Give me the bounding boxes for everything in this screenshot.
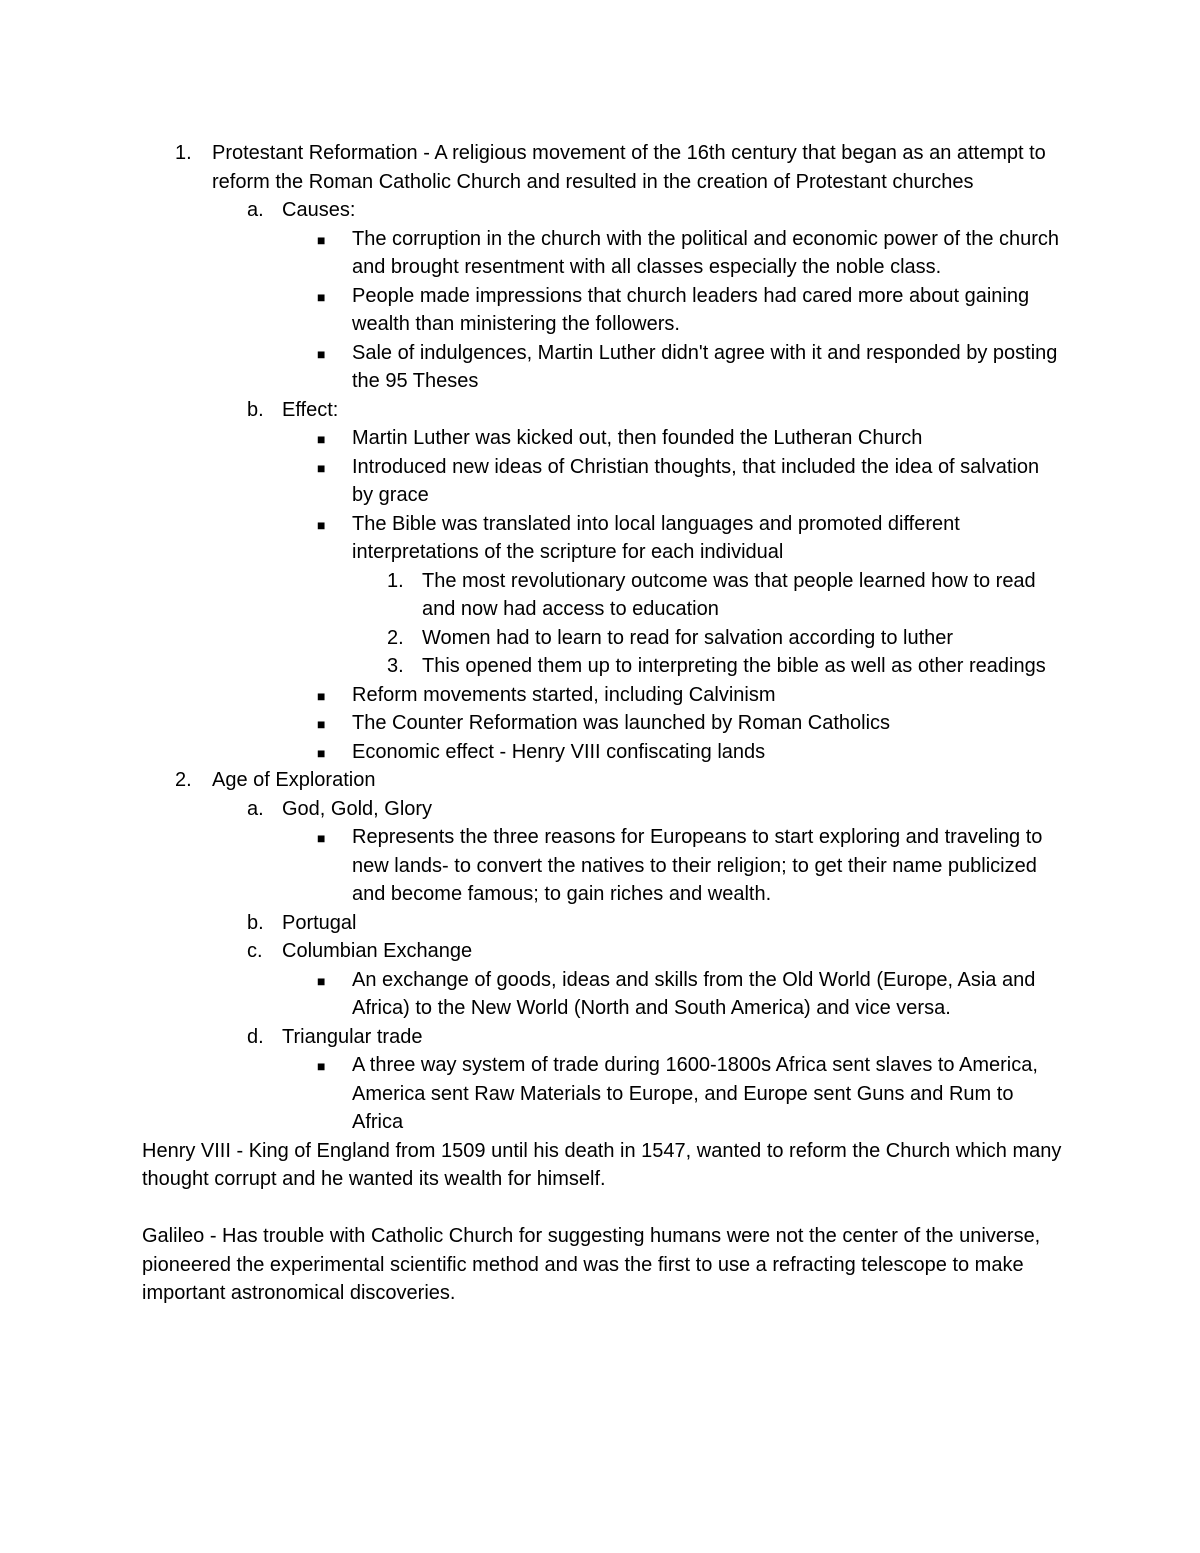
- bullet-marker: ■: [317, 431, 326, 447]
- bullet-marker: ■: [317, 687, 326, 704]
- list-item-text: Columbian Exchange: [282, 940, 473, 962]
- list-item-level-1: [142, 766, 1062, 795]
- list-item-level-3: [142, 339, 1062, 396]
- list-item-row: [142, 652, 1062, 681]
- list-item-row: [142, 738, 1062, 767]
- list-item-level-2: [142, 196, 1062, 225]
- list-item-text: God, Gold, Glory: [282, 797, 433, 820]
- list-marker: b.: [247, 398, 264, 421]
- list-item-level-4: [142, 652, 1062, 681]
- list-item-row: [142, 567, 1062, 624]
- paragraph-henry: Henry VIII - King of England from 1509 until his death in 1547, wanted to reform the Church which many thought corrupt and he wanted its wealth for himself.: [142, 1139, 1062, 1190]
- list-item-level-3: [142, 1051, 1062, 1137]
- list-item-row: [142, 937, 1062, 966]
- list-item-level-3: [142, 966, 1062, 1023]
- list-item-row: [142, 795, 1062, 824]
- list-item-level-1: [142, 139, 1062, 196]
- list-item-text: Women had to learn to read for salvation according to luther: [422, 626, 954, 649]
- list-item-row: [142, 966, 1062, 1023]
- list-item-level-3: [142, 681, 1062, 710]
- list-item-text: Causes:: [282, 199, 356, 221]
- list-item-text: An exchange of goods, ideas and skills from the Old World (Europe, Asia and Africa) to the New World (North and South America) and vice versa.: [352, 968, 1036, 1019]
- list-item-row: [142, 1023, 1062, 1052]
- list-item-text: Martin Luther was kicked out, then founded the Lutheran Church: [352, 427, 923, 449]
- list-item-row: [142, 823, 1062, 909]
- list-item-text: Economic effect - Henry VIII confiscating lands: [352, 740, 766, 763]
- paragraph-galileo: Galileo - Has trouble with Catholic Church for suggesting humans were not the center of the universe, pioneered the experimental scientific method and was the first to use a refracting telescope to make important astronomical discoveries.: [142, 1225, 1041, 1304]
- list-item-level-3: [142, 453, 1062, 510]
- list-item-level-3: [142, 225, 1062, 282]
- bullet-marker: ■: [317, 830, 326, 846]
- bullet-marker: ■: [317, 288, 326, 305]
- list-item-text: The most revolutionary outcome was that people learned how to read and now had access to education: [422, 569, 1036, 620]
- list-item-text: Represents the three reasons for Europeans to start exploring and traveling to new lands- to convert the natives to their religion; to get their name publicized and become famous; to gain riches and wealth.: [352, 826, 1043, 905]
- list-marker: b.: [247, 911, 264, 934]
- bullet-marker: ■: [317, 972, 326, 989]
- document-content: [142, 139, 1062, 1308]
- list-item-text: Age of Exploration: [212, 769, 376, 791]
- list-item-level-4: [142, 624, 1062, 653]
- list-item-row: [142, 396, 1062, 425]
- list-item-text: Reform movements started, including Calvinism: [352, 683, 776, 706]
- list-marker: c.: [247, 940, 263, 962]
- paragraph-gap: [142, 1194, 1062, 1223]
- list-item-row: [142, 225, 1062, 282]
- list-item-level-2: [142, 909, 1062, 938]
- bullet-marker: ■: [317, 744, 326, 761]
- list-item-text: Portugal: [282, 911, 357, 934]
- bullet-marker: ■: [317, 716, 326, 732]
- list-marker: 2.: [387, 626, 404, 649]
- list-item-row: [142, 510, 1062, 567]
- list-item-level-4: [142, 567, 1062, 624]
- bullet-marker: ■: [317, 459, 326, 476]
- list-item-row: [142, 624, 1062, 653]
- list-item-text: The corruption in the church with the political and economic power of the church and brought resentment with all classes especially the noble class.: [352, 227, 1060, 278]
- list-marker: a.: [247, 199, 264, 221]
- list-marker: 3.: [387, 655, 404, 677]
- list-item-row: [142, 196, 1062, 225]
- list-item-level-2: [142, 937, 1062, 966]
- list-item-row: [142, 709, 1062, 738]
- list-item-text: Protestant Reformation - A religious movement of the 16th century that began as an attempt to reform the Roman Catholic Church and resulted in the creation of Protestant churches: [212, 142, 1046, 193]
- list-item-level-3: [142, 738, 1062, 767]
- list-marker: 2.: [175, 769, 192, 791]
- bullet-marker: ■: [317, 231, 326, 248]
- list-item-level-3: [142, 424, 1062, 453]
- list-item-text: A three way system of trade during 1600-1800s Africa sent slaves to America, America sent Raw Materials to Europe, and Europe sent Guns and Rum to Africa: [352, 1054, 1038, 1133]
- list-marker: 1.: [175, 142, 192, 164]
- list-item-row: [142, 681, 1062, 710]
- bullet-marker: ■: [317, 345, 326, 362]
- list-item-row: [142, 766, 1062, 795]
- list-item-row: [142, 139, 1062, 196]
- list-item-row: [142, 453, 1062, 510]
- bullet-marker: ■: [317, 1058, 326, 1074]
- list-item-text: This opened them up to interpreting the bible as well as other readings: [422, 655, 1046, 677]
- list-item-text: Introduced new ideas of Christian thoughts, that included the idea of salvation by grace: [352, 455, 1040, 506]
- list-item-text: The Bible was translated into local languages and promoted different interpretations of the scripture for each individual: [352, 512, 960, 563]
- list-item-text: Triangular trade: [282, 1025, 423, 1048]
- list-marker: 1.: [387, 569, 404, 592]
- list-item-row: [142, 909, 1062, 938]
- list-item-level-2: [142, 396, 1062, 425]
- list-item-level-3: [142, 282, 1062, 339]
- list-item-text: The Counter Reformation was launched by Roman Catholics: [352, 712, 891, 734]
- list-item-text: People made impressions that church leaders had cared more about gaining wealth than ministering the followers.: [352, 284, 1030, 335]
- list-item-row: [142, 424, 1062, 453]
- list-item-row: [142, 339, 1062, 396]
- list-item-text: Sale of indulgences, Martin Luther didn't agree with it and responded by posting the 95 Theses: [352, 341, 1058, 392]
- outline-list: [142, 139, 1062, 1137]
- list-item-row: [142, 1051, 1062, 1137]
- bullet-marker: ■: [317, 516, 326, 533]
- list-item-level-3: [142, 709, 1062, 738]
- list-item-level-3: [142, 823, 1062, 909]
- list-marker: d.: [247, 1025, 264, 1048]
- list-item-level-3: [142, 510, 1062, 567]
- list-item-text: Effect:: [282, 398, 339, 421]
- list-marker: a.: [247, 797, 264, 820]
- list-item-level-2: [142, 1023, 1062, 1052]
- list-item-row: [142, 282, 1062, 339]
- list-item-level-2: [142, 795, 1062, 824]
